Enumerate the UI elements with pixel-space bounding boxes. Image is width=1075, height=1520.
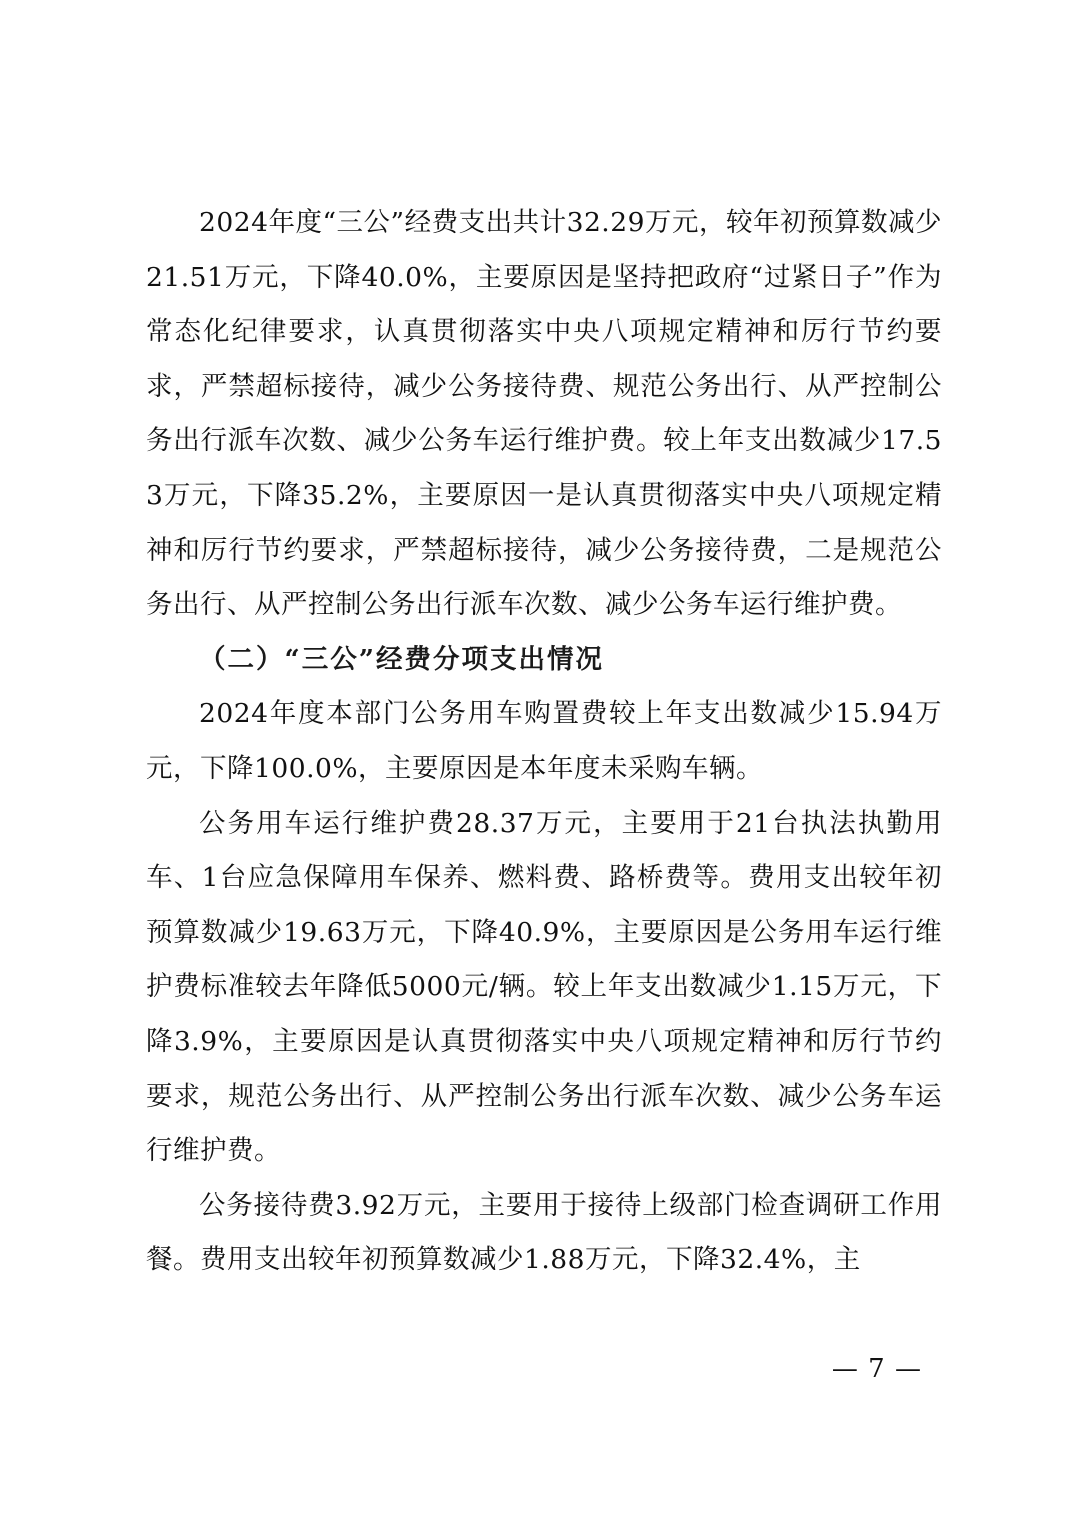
page-number: — 7 — [831,1354,922,1384]
paragraph-reception-expense: 公务接待费3.92万元，主要用于接待上级部门检查调研工作用餐。费用支出较年初预算数减少1.88万元，下降32.4%，主 [146,1189,942,1276]
document-body [146,196,942,1288]
paragraph-total-expenditure: 2024年度“三公”经费支出共计32.29万元，较年初预算数减少21.51万元，下降40.0%，主要原因是坚持把政府“过紧日子”作为常态化纪律要求，认真贯彻落实中央八项规定精神和厉行节约要求，严禁超标接待，减少公务接待费、规范公务出行、从严控制公务出行派车次数、减少公务车运行维护费。较上年支出数减少17.53万元，下降35.2%，主要原因一是认真贯彻落实中央八项规定精神和厉行节约要求，严禁超标接待，减少公务接待费，二是规范公务出行、从严控制公务出行派车次数、减少公务车运行维护费。 [146,207,942,621]
paragraph-vehicle-maintenance: 公务用车运行维护费28.37万元，主要用于21台执法执勤用车、1台应急保障用车保养、燃料费、路桥费等。费用支出较年初预算数减少19.63万元，下降40.9%，主要原因是公务用车运行维护费标准较去年降低5000元/辆。较上年支出数减少1.15万元，下降3.9%，主要原因是认真贯彻落实中央八项规定精神和厉行节约要求，规范公务出行、从严控制公务出行派车次数、减少公务车运行维护费。 [146,807,942,1167]
paragraph-vehicle-purchase: 2024年度本部门公务用车购置费较上年支出数减少15.94万元，下降100.0%，主要原因是本年度未采购车辆。 [146,698,942,784]
section-heading: （二）“三公”经费分项支出情况 [199,643,604,675]
